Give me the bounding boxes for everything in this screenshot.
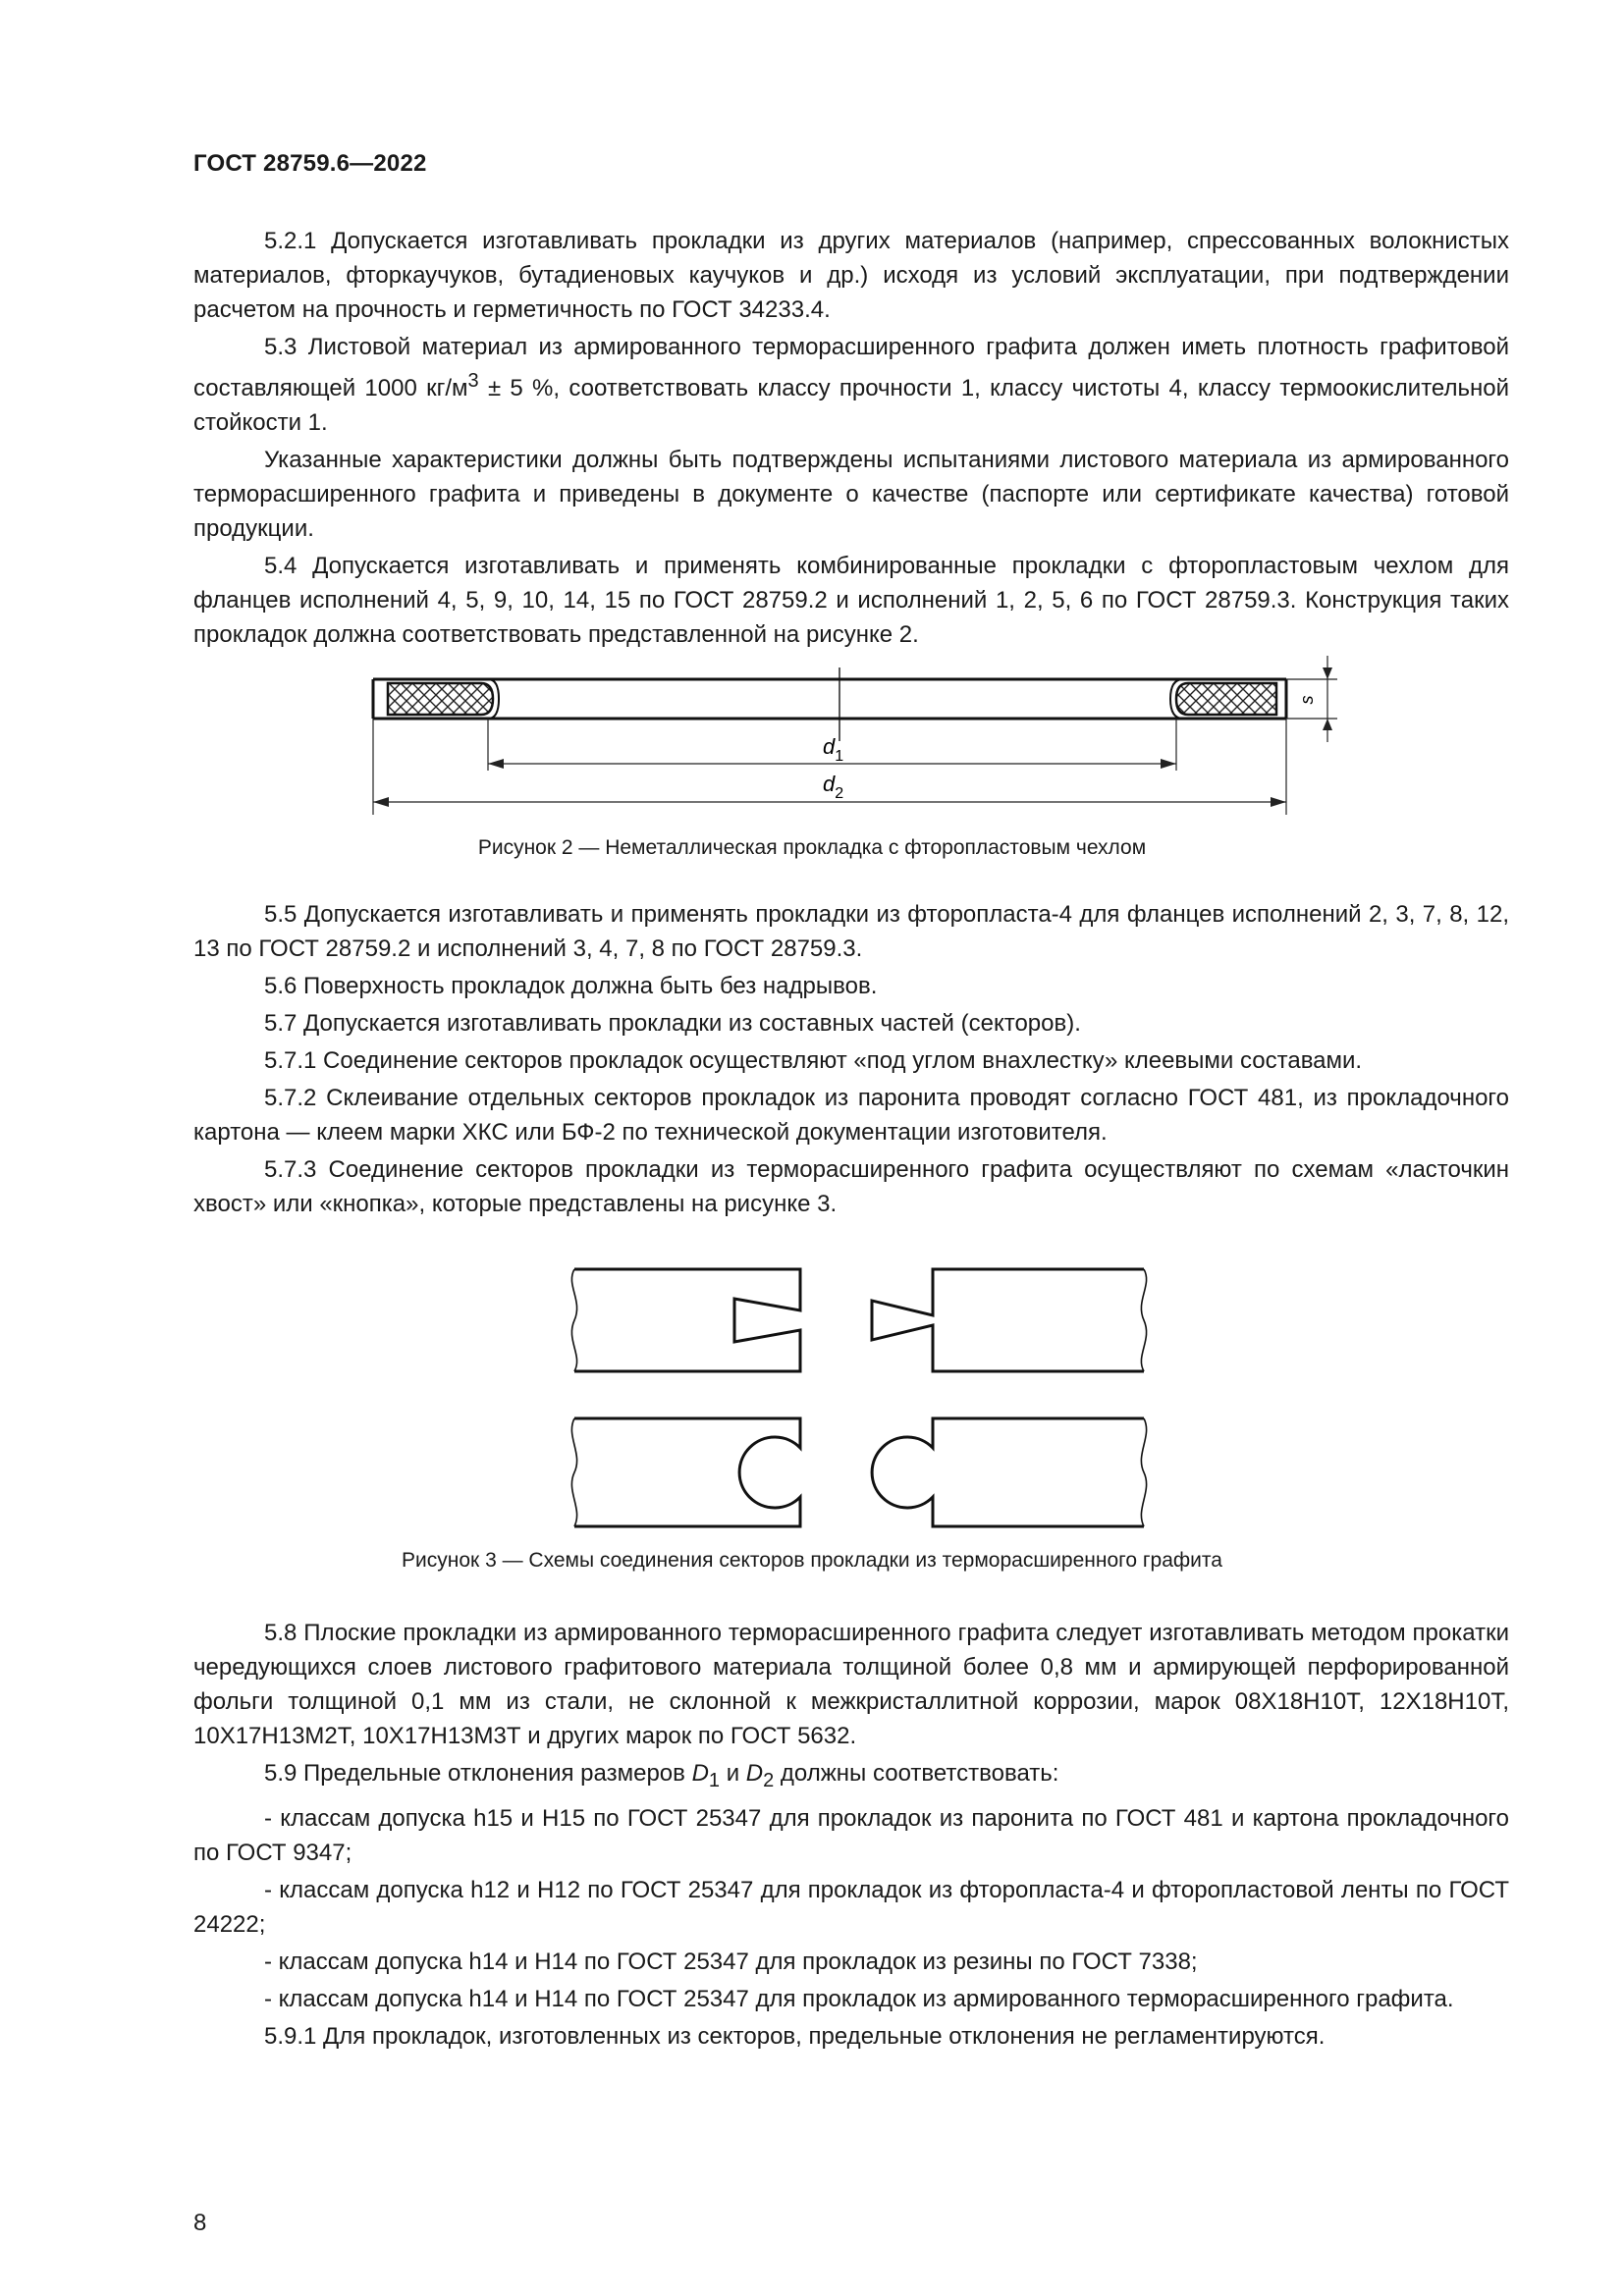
text-block-1 [193,224,1509,652]
paragraph-5-9: 5.9 Предельные отклонения размеров $D_1$ и $D_2$ должны соответствовать: [264,1760,1059,1791]
label-d1: $d_1$ [823,734,844,765]
paragraph-5-7-2: 5.7.2 Склеивание отдельных секторов прокладок из паронита проводят согласно ГОСТ 481, из прокладочного картона — клеем марки ХКС или БФ-2 по технической документации изготовителя. [193,1085,1509,1146]
figure-2-gasket-drawing [0,648,1624,825]
list-item-h14-rubber: - классам допуска h14 и H14 по ГОСТ 25347 для прокладок из резины по ГОСТ 7338; [264,1948,1198,1975]
paragraph-5-2-1: 5.2.1 Допускается изготавливать прокладки из других материалов (например, спрессованных волокнистых материалов, фторкаучуков, бутадиеновых каучуков и др.) исходя из условий эксплуатации, при подтверждении расчетом на прочность и герметичность по ГОСТ 34233.4. [193,228,1509,323]
paragraph-5-4: 5.4 Допускается изготавливать и применять комбинированные прокладки с фторопластовым чехлом для фланцев исполнений 4, 5, 9, 10, 14, 15 по ГОСТ 28759.2 и исполнений 1, 2, 5, 6 по ГОСТ 28759.3. Конструкция таких прокладок должна соответствовать представленной на рисунке 2. [193,553,1509,648]
paragraph-5-9-1: 5.9.1 Для прокладок, изготовленных из секторов, предельные отклонения не регламентируются. [264,2022,1326,2050]
paragraph-5-7: 5.7 Допускается изготавливать прокладки из составных частей (секторов). [264,1010,1081,1037]
paragraph-5-6: 5.6 Поверхность прокладок должна быть без надрывов. [264,973,878,999]
left-ptfe-jacket [373,679,499,719]
list-item-h15: - классам допуска h15 и H15 по ГОСТ 25347 для прокладок из паронита по ГОСТ 481 и картона прокладочного по ГОСТ 9347; [193,1804,1509,1866]
paragraph-characteristics: Указанные характеристики должны быть подтверждены испытаниями листового материала из армированного терморасширенного графита и приведены в документе о качестве (паспорте или сертификате качества) готовой продукции. [193,447,1509,542]
break-lines [571,1269,1146,1526]
paragraph-5-5: 5.5 Допускается изготавливать и применять прокладки из фторопласта-4 для фланцев исполнений 2, 3, 7, 8, 12, 13 по ГОСТ 28759.2 и исполнений 3, 4, 7, 8 по ГОСТ 28759.3. [193,901,1509,962]
page-number: 8 [193,2210,207,2236]
figure-2-caption: Рисунок 2 — Неметаллическая прокладка с фторопластовым чехлом [477,836,1147,859]
superscript-3: 3 [467,370,479,392]
text-block-2 [193,897,1509,1221]
label-s: s [1297,695,1317,705]
list-item-h12: - классам допуска h12 и H12 по ГОСТ 25347 для прокладок из фторопласта-4 и фторопластовой ленты по ГОСТ 24222; [193,1876,1509,1938]
paragraph-5-3: 5.3 Листовой материал из армированного терморасширенного графита должен иметь плотность графитовой составляющей 1000 $кг/м^3 \pm 5$ %, соответствовать классу прочности 1, классу чистоты 4, классу термоокислительной стойкости 1. [193,334,1510,436]
figure-3-caption: Рисунок 3 — Схемы соединения секторов прокладки из терморасширенного графита [402,1549,1222,1572]
list-item-h14-graphite: - классам допуска h14 и H14 по ГОСТ 25347 для прокладок из армированного терморасширенного графита. [264,1985,1454,2012]
figure-3-joint-schemes [0,1261,1624,1536]
button-socket-piece [574,1418,800,1526]
paragraph-5-8: 5.8 Плоские прокладки из армированного терморасширенного графита следует изготавливать методом прокатки чередующихся слоев листового графитового материала толщиной более 0,8 мм и армирующей перфорированной фольги толщиной 0,1 мм из стали, не склонной к межкристаллитной коррозии, марок 08Х18Н10Т, 12Х18Н10Т, 10Х17Н13М2Т, 10Х17Н13М3Т и других марок по ГОСТ 5632. [193,1620,1509,1749]
document-header: ГОСТ 28759.6—2022 [193,150,427,177]
right-ptfe-jacket [1170,679,1286,719]
dovetail-socket-piece [574,1269,800,1371]
button-knob-piece [872,1418,1144,1526]
paragraph-5-7-1: 5.7.1 Соединение секторов прокладок осуществляют «под углом внахлестку» клеевыми составами. [264,1047,1363,1074]
label-d2: $d_2$ [823,772,844,802]
text-block-3 [193,1616,1509,2054]
dovetail-tenon-piece [872,1269,1144,1371]
paragraph-5-7-3: 5.7.3 Соединение секторов прокладки из терморасширенного графита осуществляют по схемам «ласточкин хвост» или «кнопка», которые представлены на рисунке 3. [193,1156,1509,1217]
